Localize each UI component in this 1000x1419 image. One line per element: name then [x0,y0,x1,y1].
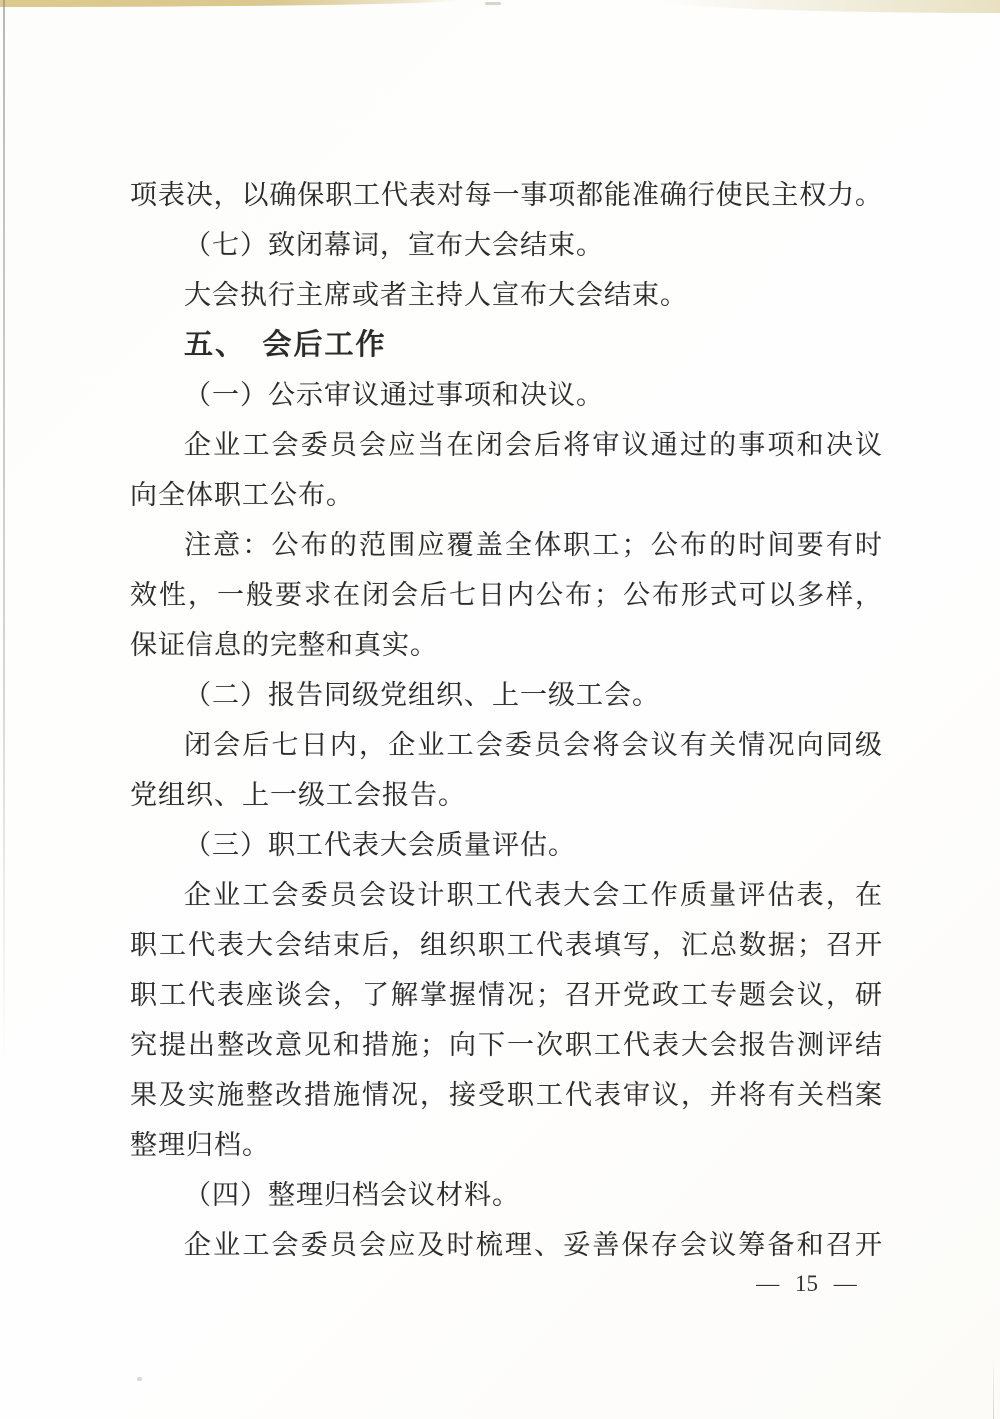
text-line: 项表决，以确保职工代表对每一事项都能准确行使民主权力。 [130,180,882,210]
scan-edge-line-right [993,1359,994,1419]
text-line: 企业工会委员会应当在闭会后将审议通过的事项和决议 [184,430,882,460]
text-line: （三）职工代表大会质量评估。 [184,830,576,860]
text-line: 保证信息的完整和真实。 [130,630,438,660]
text-line: 闭会后七日内，企业工会委员会将会议有关情况向同级 [184,730,882,760]
text-line: 注意：公布的范围应覆盖全体职工；公布的时间要有时 [184,530,882,560]
text-line: （一）公示审议通过事项和决议。 [184,380,604,410]
text-line: 职工代表大会结束后，组织职工代表填写，汇总数据；召开 [130,930,882,960]
text-line: 党组织、上一级工会报告。 [130,780,466,810]
scan-tick-artifact [485,2,501,5]
text-line: （二）报告同级党组织、上一级工会。 [184,680,660,710]
text-block [130,170,882,1270]
text-line: 效性，一般要求在闭会后七日内公布；公布形式可以多样， [130,580,882,610]
text-line: 究提出整改意见和措施；向下一次职工代表大会报告测评结 [130,1030,882,1060]
text-line: 果及实施整改措施情况，接受职工代表审议，并将有关档案 [130,1080,882,1110]
scan-edge-line-left [3,0,5,1060]
scan-edge-artifact-top-right [660,0,1000,13]
text-line: 企业工会委员会应及时梳理、妥善保存会议筹备和召开 [184,1230,882,1260]
text-line: 职工代表座谈会，了解掌握情况；召开党政工专题会议，研 [130,980,882,1010]
text-line: 企业工会委员会设计职工代表大会工作质量评估表，在 [184,880,882,910]
scan-edge-artifact-top-left [0,0,460,7]
page-number: — 15 — [756,1271,857,1296]
scan-speck [137,1377,142,1381]
text-line: 整理归档。 [130,1130,270,1160]
text-line: 大会执行主席或者主持人宣布大会结束。 [184,280,688,310]
text-line: （七）致闭幕词，宣布大会结束。 [184,230,604,260]
section-heading: 五、 会后工作 [184,329,387,361]
text-line: 向全体职工公布。 [130,480,354,510]
text-line: （四）整理归档会议材料。 [184,1180,520,1210]
